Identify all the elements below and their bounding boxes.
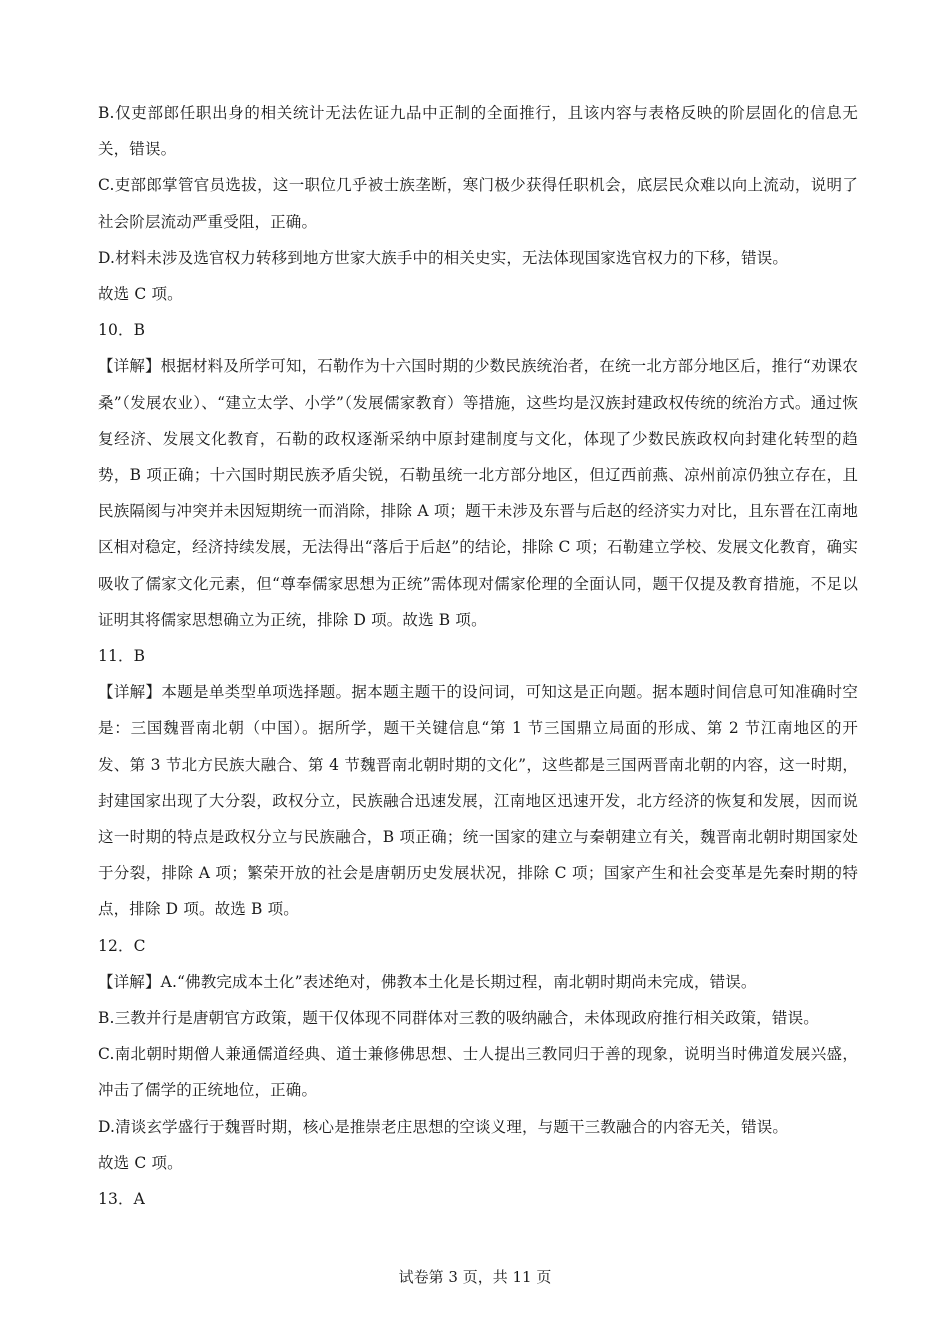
question-11-explanation: 【详解】本题是单类型单项选择题。据本题主题干的设问词，可知这是正向题。据本题时间信息可知准确时空是：三国魏晋南北朝（中国）。据所学，题干关键信息“第 1 节三国鼎立局面的形成、第 2 节江南地区的开发、第 3 节北方民族大融合、第 4 节魏晋南北朝时期的文化”，这些都是三国两晋南北朝的内容，这一时期，封建国家出现了大分裂，政权分立，民族融合迅速发展，江南地区迅速开发，北方经济的恢复和发展，因而说这一时期的特点是政权分立与民族融合，B 项正确；统一国家的建立与秦朝建立有关，魏晋南北朝时期国家处于分裂，排除 A 项；繁荣开放的社会是唐朝历史发展状况，排除 C 项；国家产生和社会变革是先秦时期的特点，排除 D 项。故选 B 项。	[98, 683, 858, 919]
question-12-answer: 故选 C 项。	[98, 1153, 183, 1172]
question-12-option-d: D.清谈玄学盛行于魏晋时期，核心是推崇老庄思想的空谈义理，与题干三教融合的内容无关，错误。	[98, 1117, 789, 1136]
paragraph-9-answer: 故选 C 项。	[98, 285, 183, 304]
question-11-heading: 11．B	[98, 647, 146, 666]
question-12-heading: 12．C	[98, 936, 146, 955]
question-10-heading: 10．B	[98, 321, 146, 340]
paragraph-9b: B.仅吏部郎任职出身的相关统计无法佐证九品中正制的全面推行，且该内容与表格反映的阶层固化的信息无关，错误。	[98, 104, 858, 159]
page-footer: 试卷第 3 页，共 11 页	[398, 1268, 552, 1286]
question-13-heading: 13．A	[98, 1190, 146, 1209]
question-12-option-b: B.三教并行是唐朝官方政策，题干仅体现不同群体对三教的吸纳融合，未体现政府推行相关政策，错误。	[98, 1009, 819, 1028]
document-body	[98, 95, 858, 1217]
question-12-option-c: C.南北朝时期僧人兼通儒道经典、道士兼修佛思想、士人提出三教同归于善的现象，说明当时佛道发展兴盛，冲击了儒学的正统地位，正确。	[98, 1045, 858, 1100]
paragraph-9d: D.材料未涉及选官权力转移到地方世家大族手中的相关史实，无法体现国家选官权力的下移，错误。	[98, 248, 789, 267]
question-12-option-a: 【详解】A.“佛教完成本土化”表述绝对，佛教本土化是长期过程，南北朝时期尚未完成，错误。	[98, 972, 757, 991]
question-10-explanation: 【详解】根据材料及所学可知，石勒作为十六国时期的少数民族统治者，在统一北方部分地区后，推行“劝课农桑”（发展农业）、“建立太学、小学”（发展儒家教育）等措施，这些均是汉族封建政权传统的统治方式。通过恢复经济、发展文化教育，石勒的政权逐渐采纳中原封建制度与文化，体现了少数民族政权向封建化转型的趋势，B 项正确；十六国时期民族矛盾尖锐，石勒虽统一北方部分地区，但辽西前燕、凉州前凉仍独立存在，且民族隔阂与冲突并未因短期统一而消除，排除 A 项；题干未涉及东晋与后赵的经济实力对比，且东晋在江南地区相对稳定，经济持续发展，无法得出“落后于后赵”的结论，排除 C 项；石勒建立学校、发展文化教育，确实吸收了儒家文化元素，但“尊奉儒家思想为正统”需体现对儒家伦理的全面认同，题干仅提及教育措施，不足以证明其将儒家思想确立为正统，排除 D 项。故选 B 项。	[98, 357, 858, 629]
paragraph-9c: C.吏部郎掌管官员选拔，这一职位几乎被士族垄断，寒门极少获得任职机会，底层民众难以向上流动，说明了社会阶层流动严重受阻，正确。	[98, 176, 858, 231]
